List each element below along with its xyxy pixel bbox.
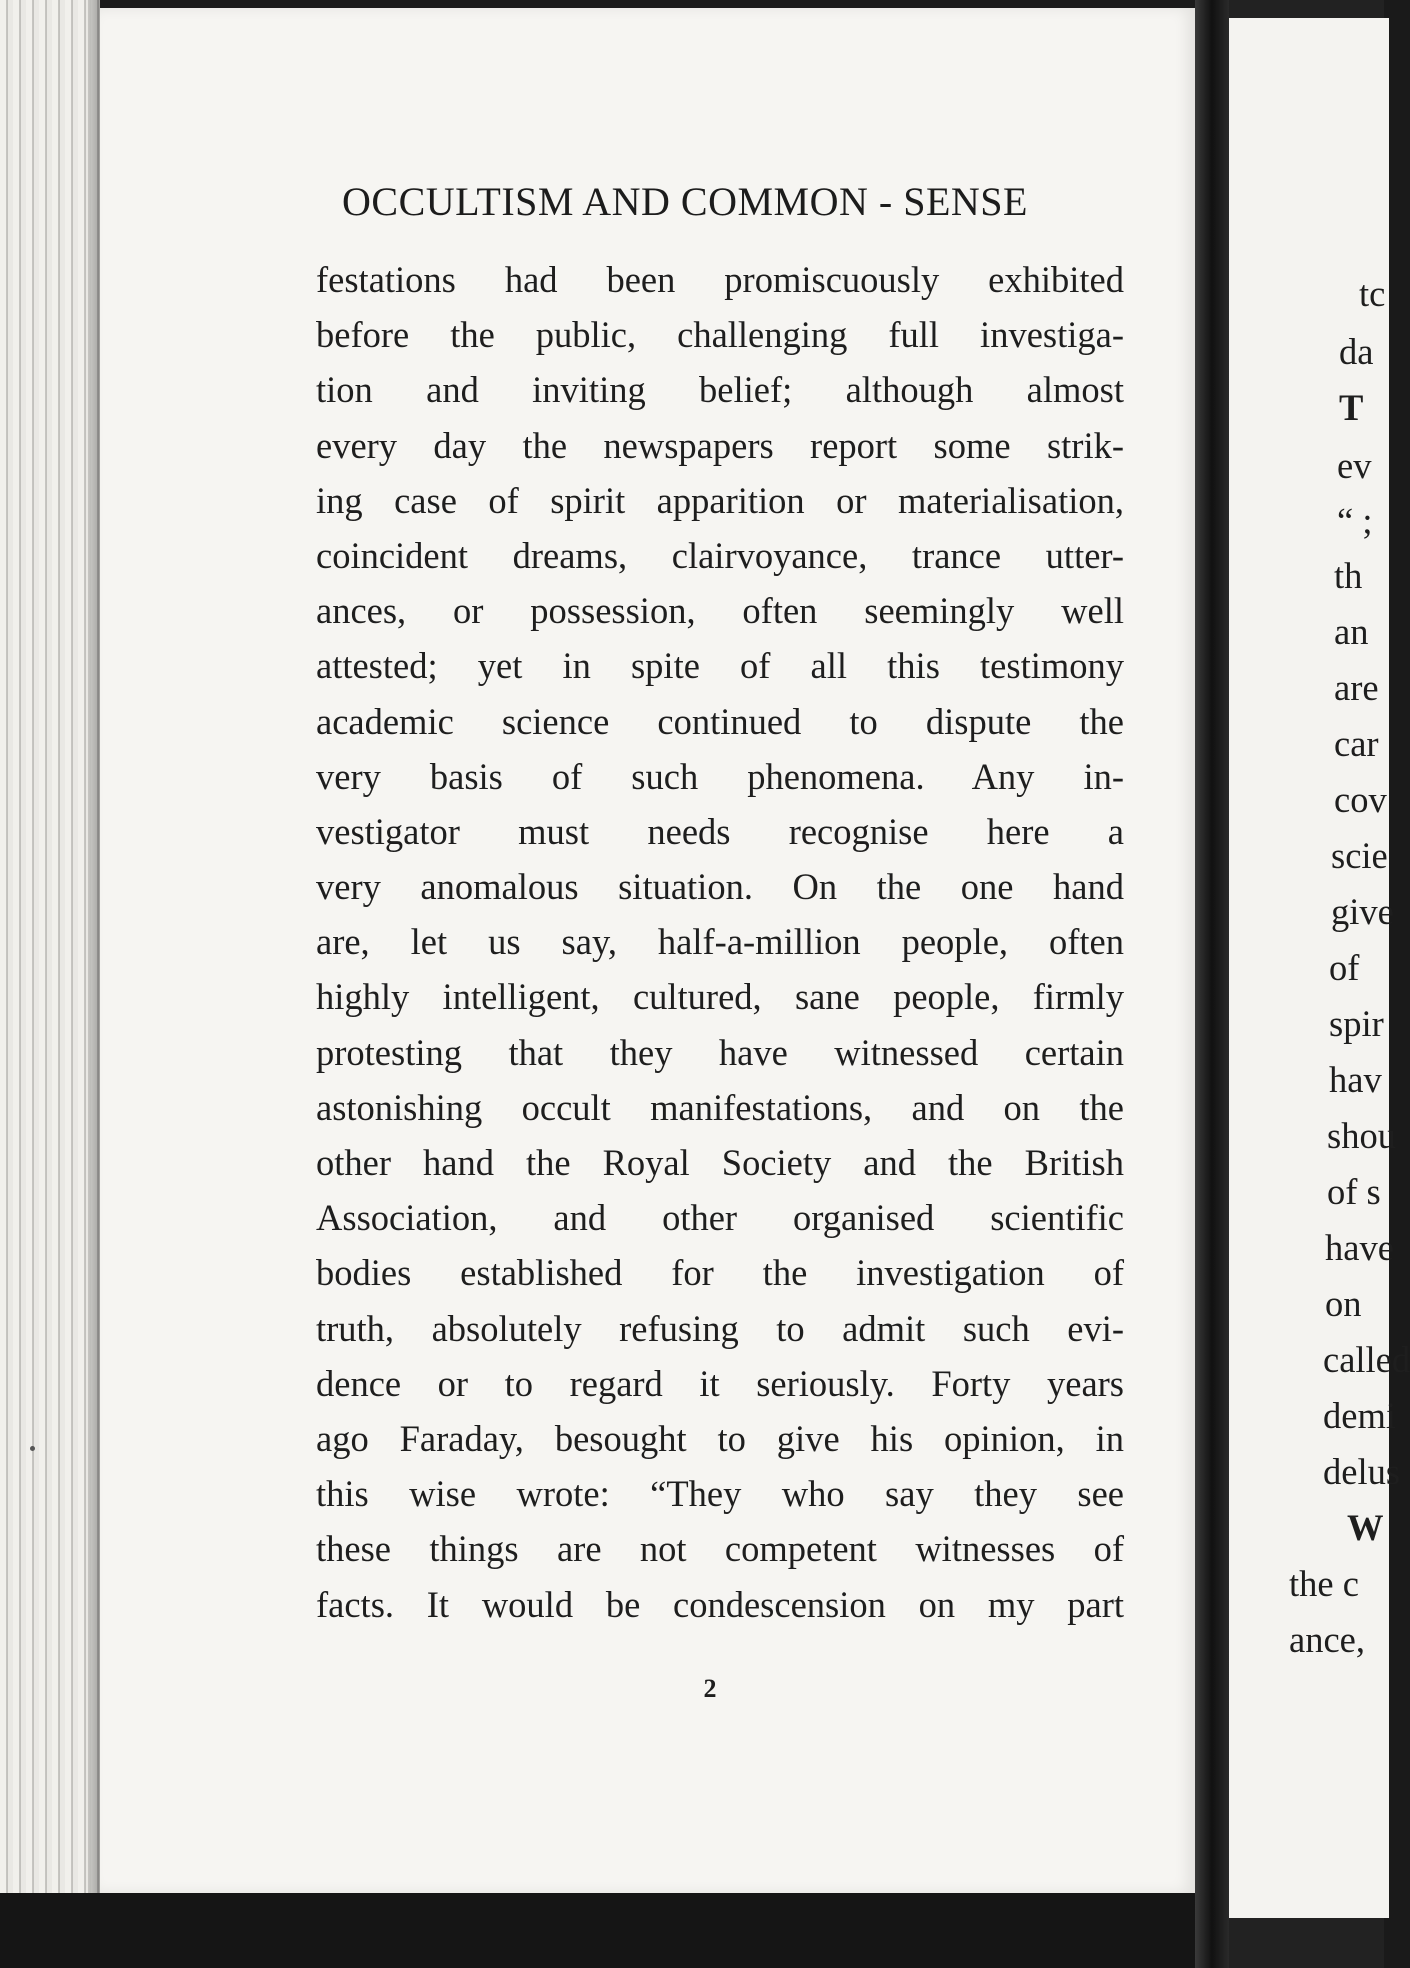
text-line: protesting that they have witnessed certain — [316, 1031, 1124, 1073]
fragment-line: shou — [1327, 1115, 1396, 1156]
fragment-line: of s — [1327, 1171, 1381, 1212]
top-border — [100, 0, 1195, 8]
text-line: these things are not competent witnesses of — [316, 1528, 1124, 1570]
fragment-line: th — [1334, 555, 1363, 596]
fragment-line: on — [1325, 1283, 1362, 1324]
fragment-line: scie — [1331, 835, 1388, 876]
text-line: other hand the Royal Society and the British — [316, 1142, 1124, 1183]
text-line: facts. It would be condescension on my part — [316, 1583, 1124, 1625]
text-line: Association, and other organised scientific — [316, 1197, 1124, 1239]
fragment-line: car — [1334, 723, 1379, 764]
text-line: academic science continued to dispute the — [316, 700, 1124, 742]
bottom-border — [0, 1893, 1195, 1968]
fragment-line: called — [1323, 1339, 1410, 1380]
right-page — [1229, 18, 1410, 1918]
text-line: festations had been promiscuously exhibited — [316, 259, 1124, 300]
text-line: highly intelligent, cultured, sane people, firmly — [316, 976, 1124, 1018]
fragment-line: are — [1334, 667, 1379, 708]
text-line: truth, absolutely refusing to admit such evi- — [316, 1307, 1124, 1349]
fragment-line: have — [1325, 1227, 1394, 1268]
fragment-line: of — [1329, 947, 1360, 988]
text-line: tion and inviting belief; although almost — [316, 369, 1124, 411]
fragment-line: an — [1334, 611, 1369, 652]
fragment-line: cov — [1334, 779, 1387, 820]
fragment-line: da — [1339, 331, 1374, 372]
text-line: every day the newspapers report some strik- — [316, 424, 1124, 466]
text-line: bodies established for the investigation of — [316, 1252, 1124, 1294]
fragment-line: delus — [1323, 1451, 1401, 1492]
text-line: coincident dreams, clairvoyance, trance utter- — [316, 534, 1124, 576]
book-gutter — [1195, 0, 1229, 1968]
fragment-line: ev — [1337, 445, 1372, 486]
fragment-line: the c — [1289, 1563, 1359, 1604]
text-line: are, let us say, half-a-million people, often — [316, 921, 1124, 963]
margin-mark — [30, 1446, 35, 1451]
text-line: attested; yet in spite of all this testimony — [316, 645, 1124, 687]
fragment-line: W — [1347, 1507, 1384, 1548]
text-line: astonishing occult manifestations, and on the — [316, 1086, 1124, 1128]
text-line: very anomalous situation. On the one hand — [316, 866, 1124, 908]
text-line: ances, or possession, often seemingly well — [316, 590, 1124, 632]
text-line: this wise wrote: “They who say they see — [316, 1473, 1124, 1515]
fragment-line: give — [1331, 891, 1394, 932]
body-text — [316, 252, 1124, 1632]
text-line: vestigator must needs recognise here a — [316, 810, 1124, 852]
fragment-line: T — [1339, 387, 1364, 428]
fragment-line: demi — [1323, 1395, 1396, 1436]
page-number: 2 — [703, 1674, 717, 1703]
text-line: before the public, challenging full investiga- — [316, 314, 1124, 356]
fragment-line: ance, — [1289, 1619, 1365, 1660]
text-line: very basis of such phenomena. Any in- — [316, 755, 1124, 797]
fragment-line: hav — [1329, 1059, 1382, 1100]
running-head: OCCULTISM AND COMMON - SENSE — [342, 179, 1028, 224]
fragment-line: tc — [1359, 273, 1386, 314]
fragment-line: spir — [1329, 1003, 1384, 1044]
text-line: dence or to regard it seriously. Forty years — [316, 1362, 1124, 1404]
text-line: ing case of spirit apparition or materialisation, — [316, 479, 1124, 521]
fragment-line: “ ; — [1337, 500, 1373, 541]
text-line: ago Faraday, besought to give his opinion, in — [316, 1417, 1124, 1459]
